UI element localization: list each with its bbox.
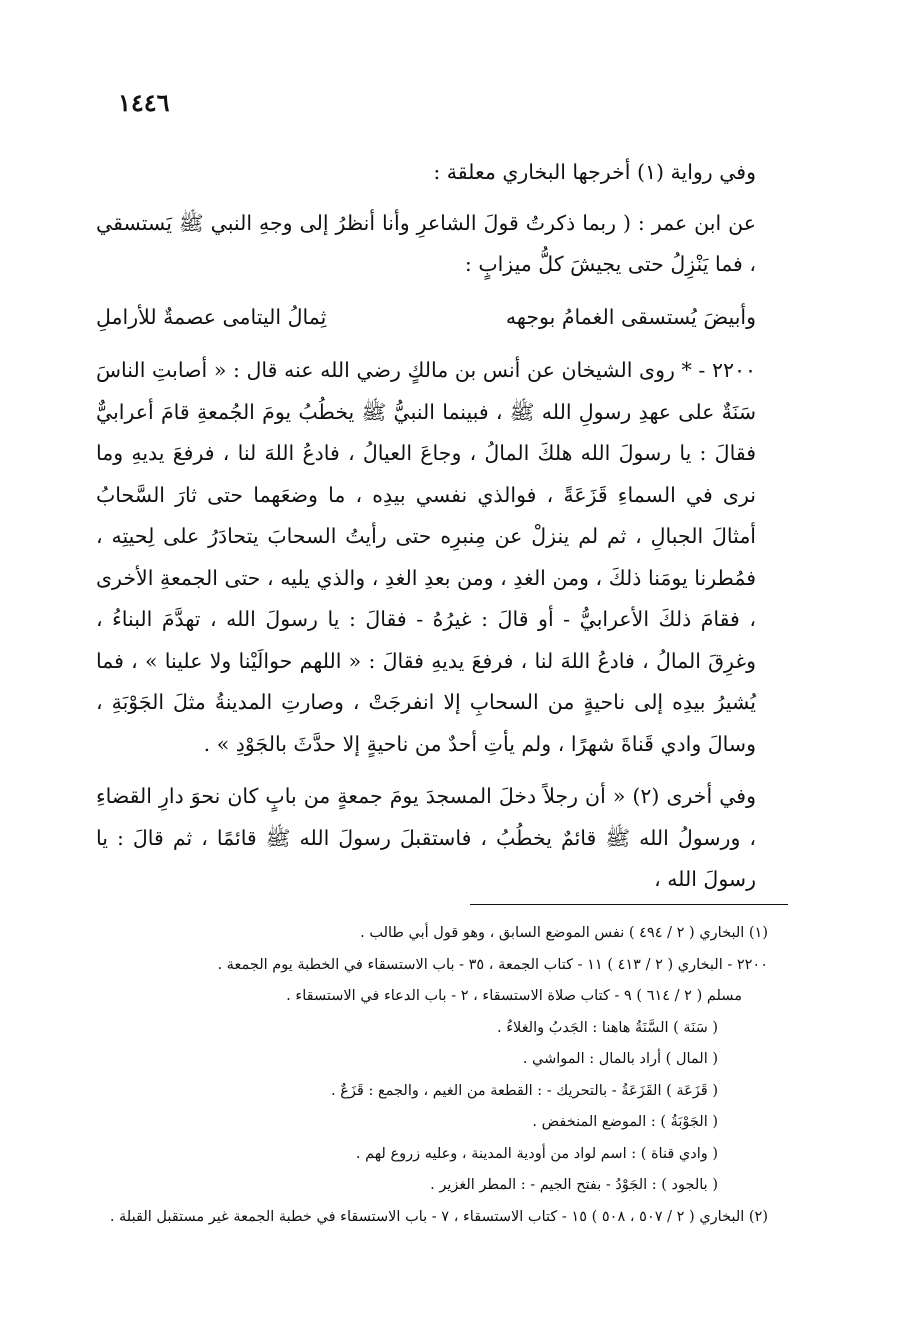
- verse-first-hemistich: وأبيضَ يُستسقى الغمامُ بوجهه: [505, 304, 756, 329]
- paragraph-another-narration: وفي أخرى (٢) « أن رجلاً دخلَ المسجدَ يومَ جمعةٍ من بابٍ كان نحوَ دارِ القضاءِ ، ورسولُ الله ﷺ قائمٌ يخطُبُ ، فاستقبلَ رسولَ الله ﷺ قائمًا ، ثم قالَ : يا رسولَ الله ،: [96, 784, 756, 891]
- gloss-sana: ( سَنَة ) السَّنَةُ هاهنا : الجَدبُ والغلاءُ .: [497, 1019, 718, 1036]
- footnote-separator: [470, 904, 788, 905]
- gloss-mal: ( المال ) أراد بالمال : المواشي .: [522, 1051, 718, 1067]
- gloss-qaza: ( قَزَعَة ) القَزَعَةُ - بالتحريك - : القطعة من الغيم ، والجمع : قَزَعٌ .: [331, 1082, 718, 1099]
- gloss-wadi-qanat: ( وادي قناة ) : اسم لواد من أودية المدينة ، وعليه زروع لهم .: [355, 1145, 718, 1162]
- page-number: ١٤٤٦: [118, 88, 170, 117]
- footnotes: [96, 918, 768, 1233]
- footnote-2: (٢) البخاري ( ٢ / ٥٠٧ ، ٥٠٨ ) ١٥ - كتاب الاستسقاء ، ٧ - باب الاستسقاء في خطبة الجمعة غير مستقبل القبلة .: [109, 1208, 768, 1225]
- gloss-jawd: ( بالجود ) : الجَوْدُ - بفتح الجيم - : المطر الغزير .: [430, 1177, 718, 1193]
- paragraph-intro: وفي رواية (١) أخرجها البخاري معلقة :: [433, 160, 756, 184]
- footnote-1: (١) البخاري ( ٢ / ٤٩٤ ) نفس الموضع السابق ، وهو قول أبي طالب .: [360, 925, 768, 941]
- footnote-muslim: مسلم ( ٢ / ٦١٤ ) ٩ - كتاب صلاة الاستسقاء ، ٢ - باب الدعاء في الاستسقاء .: [286, 988, 742, 1004]
- verse-second-hemistich: ثِمالُ اليتامى عصمةٌ للأراملِ: [96, 304, 327, 329]
- paragraph-ibn-umar: عن ابن عمر : ( ربما ذكرتُ قولَ الشاعرِ وأنا أنظرُ إلى وجهِ النبي ﷺ يَستسقي ، فما يَنْزِلُ حتى يجيشَ كلُّ ميزابٍ :: [96, 210, 756, 276]
- paragraph-hadith-2200: ٢٢٠٠ - * روى الشيخان عن أنس بن مالكٍ رضي الله عنه قال : « أصابتِ الناسَ سَنَةٌ على عهدِ رسولِ الله ﷺ ، فبينما النبيُّ ﷺ يخطُبُ يومَ الجُمعةِ قامَ أعرابيٌّ فقالَ : يا رسولَ الله هلكَ المالُ ، وجاعَ العيالُ ، فادعُ اللهَ لنا ، فرفعَ يديهِ وما نرى في السماءِ قَزَعَةً ، فوالذي نفسي بيدِه ، ما وضعَهما حتى ثارَ السَّحابُ أمثالَ الجبالِ ، ثم لم ينزلْ عن مِنبرِه حتى رأيتُ السحابَ يتحادَرُ على لِحيتِه ، فمُطرنا يومَنا ذلكَ ، ومن الغدِ ، ومن بعدِ الغدِ ، والذي يليه ، حتى الجمعةِ الأخرى ، فقامَ ذلكَ الأعرابيُّ - أو قالَ : غيرُهُ - فقالَ : يا رسولَ الله ، تهدَّمَ البناءُ ، وغرِقَ المالُ ، فادعُ اللهَ لنا ، فرفعَ يديهِ فقالَ : « اللهم حوالَيْنا ولا علينا » ، فما يُشيرُ بيدِه إلى ناحيةٍ من السحابِ إلا انفرجَتْ ، وصارتِ المدينةُ مثلَ الجَوْبَةِ ، وسالَ وادي قَناةَ شهرًا ، ولم يأتِ أحدٌ من ناحيةٍ إلا حدَّثَ بالجَوْدِ » .: [96, 358, 756, 756]
- gloss-jawba: ( الجَوْبَةُ ) : الموضع المنخفض .: [532, 1114, 718, 1130]
- main-text: [96, 152, 756, 912]
- footnote-2200: ٢٢٠٠ - البخاري ( ٢ / ٤١٣ ) ١١ - كتاب الجمعة ، ٣٥ - باب الاستسقاء في الخطبة يوم الجمعة .: [217, 956, 768, 973]
- poetry-verse: [96, 297, 756, 339]
